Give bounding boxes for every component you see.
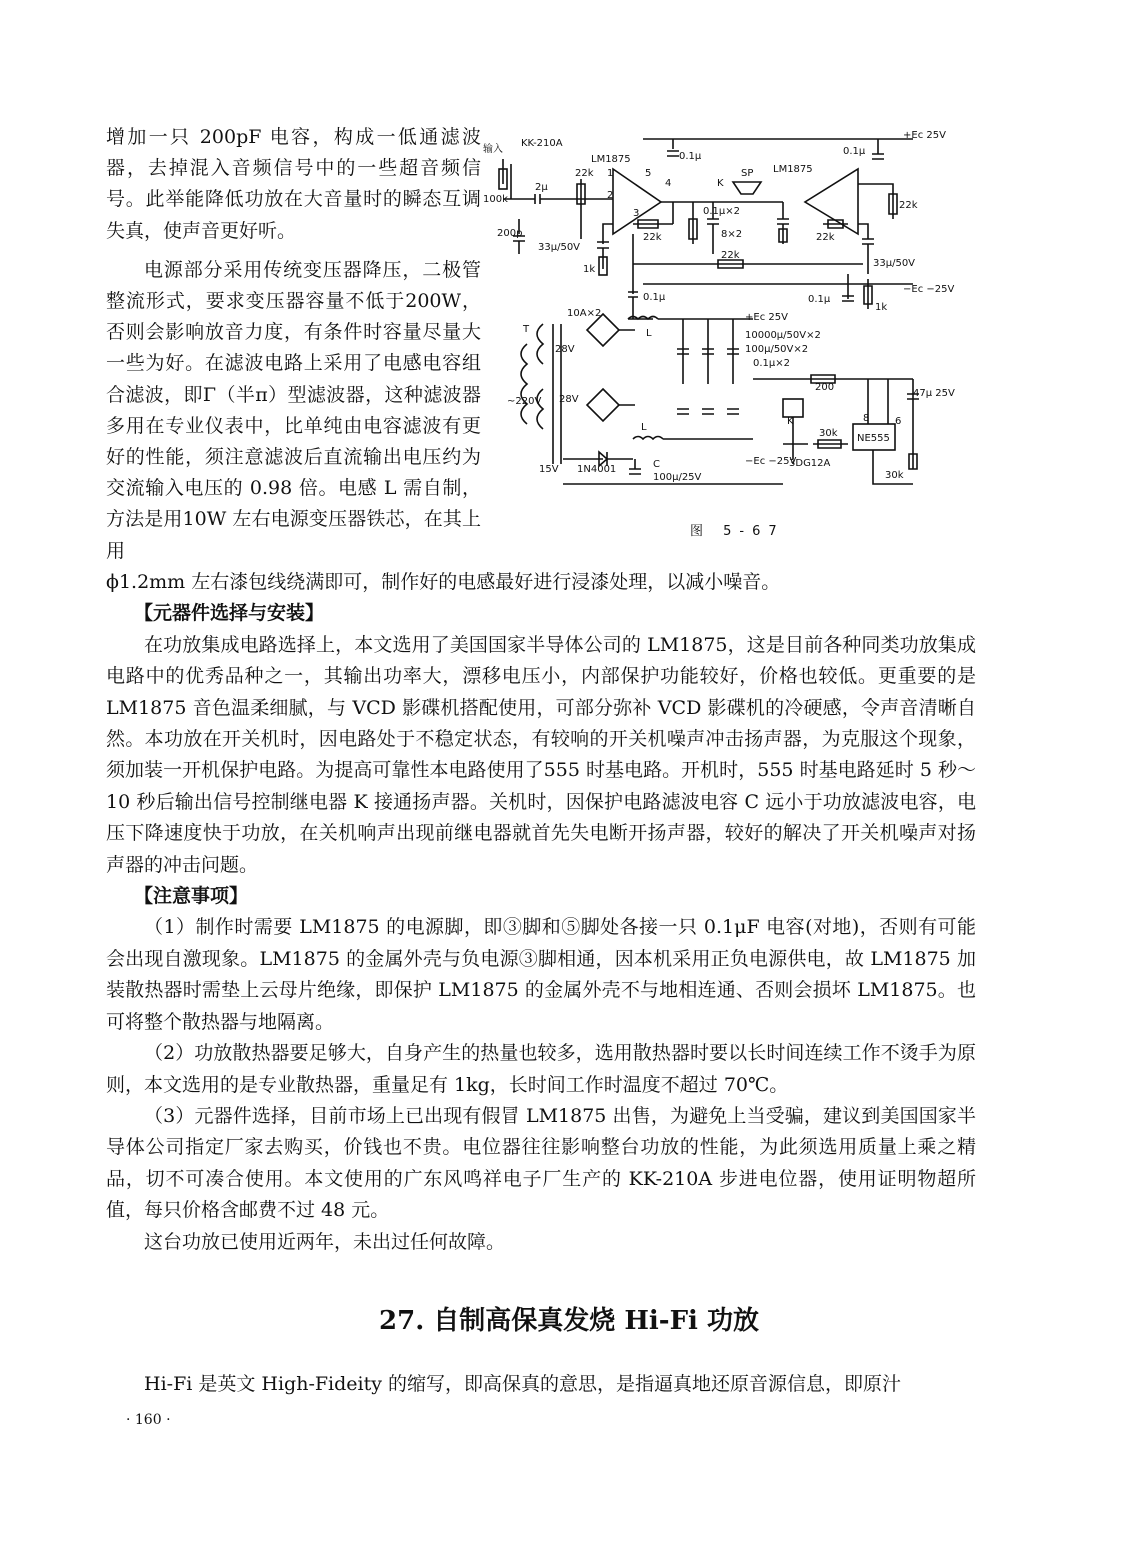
- page-number: · 160 ·: [126, 1412, 171, 1428]
- label-v28b: 28V: [559, 394, 579, 405]
- left-column-text: [106, 122, 481, 567]
- paragraph-components: 在功放集成电路选择上，本文选用了美国国家半导体公司的 LM1875，这是目前各种同类功放集成电路中的优秀品种之一，其输出功率大，漂移电压小，内部保护功能较好，价格也较低。更重要的是 LM1875 音色温柔细腻，与 VCD 影碟机搭配使用，可部分弥补 VCD 影碟机的冷硬感，令声音清晰自然。本功放在开关机时，因电路处于不稳定状态，有较响的开关机噪声冲击扬声器，为克服这个现象，须加装一开机保护电路。为提高可靠性本电路使用了555 时基电路。开机时，555 时基电路延时 5 秒～10 秒后输出信号控制继电器 K 接通扬声器。关机时，因保护电路滤波电容 C 远小于功放滤波电容，电压下降速度快于功放，在关机响声出现前继电器就首先失电断开扬声器，较好的解决了开关机噪声对扬声器的冲击问题。: [106, 633, 976, 876]
- label-l2: L: [641, 422, 647, 433]
- label-ne555: NE555: [857, 433, 890, 444]
- label-t: T: [523, 324, 530, 335]
- heading-components: 【元器件选择与安装】: [134, 602, 325, 625]
- label-pin4: 4: [665, 178, 672, 189]
- paragraph-lowpass: 增加一只 200pF 电容，构成一低通滤波器，去掉混入音频信号中的一些超音频信号。此举能降低功放在大音量时的瞬态互调失真，使声音更好听。: [106, 126, 481, 242]
- label-r-zobel: 8×2: [721, 229, 743, 240]
- label-r5: 22k: [899, 200, 918, 211]
- label-c-dec1: 0.1μ: [679, 151, 702, 162]
- section-title: 27. 自制高保真发烧 Hi-Fi 功放: [379, 1306, 759, 1336]
- label-pin6: 6: [895, 416, 902, 427]
- label-pin3: 3: [633, 208, 640, 219]
- label-ic1: LM1875: [591, 154, 631, 165]
- label-diode: 1N4001: [577, 464, 617, 475]
- paragraph-last: 这台功放已使用近两年，未出过任何故障。: [144, 1230, 506, 1253]
- label-r-fb2: 1k: [875, 302, 888, 313]
- paragraph-power-supply: 电源部分采用传统变压器降压，二极管整流形式，要求变压器容量不低于200W，否则会影响放音力度，有条件时容量尽量大一些为好。在滤波电路上采用了电感电容组合滤波，即Γ（半π）型滤波器，这种滤波器多用在专业仪表中，比单纯由电容滤波有更好的性能，须注意滤波后直流输出电压约为交流输入电压的 0.98 倍。电感 L 需自制，方法是用10W 左右电源变压器铁芯，在其上用: [106, 258, 481, 562]
- label-c-lp: 200p: [497, 228, 523, 239]
- label-c-dec2: 0.1μ: [843, 146, 866, 157]
- label-c-relay: C: [653, 459, 660, 470]
- label-vpos2: +Ec 25V: [745, 312, 788, 323]
- label-pin1: 1: [607, 168, 614, 179]
- label-c-big2: 100μ/50V×2: [745, 344, 809, 355]
- label-pot: KK-210A: [521, 138, 563, 149]
- label-r30k1: 30k: [819, 428, 838, 439]
- label-r3: 22k: [721, 250, 740, 261]
- label-r4: 22k: [816, 232, 835, 243]
- label-v220: ~220V: [507, 396, 542, 407]
- circuit-diagram: [483, 124, 955, 494]
- paragraph-note-1: （1）制作时需要 LM1875 的电源脚，即③脚和⑤脚处各接一只 0.1μF 电容(对地)，否则有可能会出现自激现象。LM1875 的金属外壳与负电源③脚相通，因本机采用正负电源供电，故 LM1875 加装散热器时需垫上云母片绝缘，即保护 LM1875 的金属外壳不与地相连通、否则会损坏 LM1875。也可将整个散热器与地隔离。: [106, 916, 976, 1033]
- label-vneg2: −Ec −25V: [745, 456, 797, 467]
- paragraph-note-2: （2）功放散热器要足够大，自身产生的热量也较多，选用散热器时要以长时间连续工作不烫手为原则，本文选用的是专业散热器，重量足有 1kg，长时间工作时温度不超过 70℃。: [106, 1042, 976, 1096]
- label-c-zobel: 0.1μ×2: [703, 206, 741, 217]
- label-c-dec3: 0.1μ: [808, 294, 831, 305]
- label-l1: L: [646, 328, 652, 339]
- label-r1: 22k: [575, 168, 594, 179]
- label-r2: 22k: [643, 232, 662, 243]
- paragraph-hifi-intro: Hi-Fi 是英文 High-Fideity 的缩写，即高保真的意思，是指逼真地还原音源信息，即原汁: [144, 1373, 902, 1395]
- heading-notes: 【注意事项】: [134, 885, 249, 908]
- label-c47: 47μ 25V: [913, 388, 955, 399]
- label-v15: 15V: [539, 464, 559, 475]
- paragraph-note-3: （3）元器件选择，目前市场上已出现有假冒 LM1875 出售，为避免上当受骗，建议到美国国家半导体公司指定厂家去购买，价钱也不贵。电位器往往影响整台功放的性能，为此须选用质量上乘之精品，切不可凑合使用。本文使用的广东风鸣祥电子厂生产的 KK-210A 步进电位器，使用证明物超所值，每只价格含邮费不过 48 元。: [106, 1104, 976, 1222]
- label-c-relay-v: 100μ/25V: [653, 472, 702, 483]
- label-pin2: 2: [607, 190, 614, 201]
- label-relay-k: K: [787, 416, 794, 427]
- label-c-big3: 0.1μ×2: [753, 358, 791, 369]
- label-c-fb2: 33μ/50V: [873, 258, 916, 269]
- label-vneg: −Ec −25V: [903, 284, 955, 295]
- label-pin5: 5: [645, 168, 652, 179]
- label-k: K: [717, 178, 724, 189]
- label-c-big1: 10000μ/50V×2: [745, 330, 821, 341]
- label-v28a: 28V: [555, 344, 575, 355]
- label-bridge1: 10A×2: [567, 308, 602, 319]
- label-pin8: 8: [863, 413, 870, 424]
- figure-caption: 图 5-67: [690, 524, 785, 539]
- main-text: [106, 567, 976, 1258]
- section-intro: [106, 1369, 976, 1400]
- label-r30k2: 30k: [885, 470, 904, 481]
- label-r-fb1: 1k: [583, 264, 596, 275]
- circuit-schematic: [483, 124, 955, 494]
- label-sp: SP: [741, 168, 754, 179]
- label-pot-r: 100k: [483, 194, 508, 205]
- relay-coil: [783, 399, 803, 417]
- label-c-in: 2μ: [535, 182, 548, 193]
- label-c-fb1: 33μ/50V: [538, 242, 581, 253]
- label-c-dec4: 0.1μ: [643, 292, 666, 303]
- speaker: [733, 182, 761, 194]
- paragraph-continuation: ϕ1.2mm 左右漆包线绕满即可，制作好的电感最好进行浸漆处理，以减小噪音。: [106, 571, 781, 593]
- label-transistor: 3DG12A: [789, 458, 831, 469]
- label-r200: 200: [815, 382, 835, 393]
- label-vpos: +Ec 25V: [903, 130, 946, 141]
- label-ic2: LM1875: [773, 164, 813, 175]
- label-input: 输入: [483, 144, 503, 155]
